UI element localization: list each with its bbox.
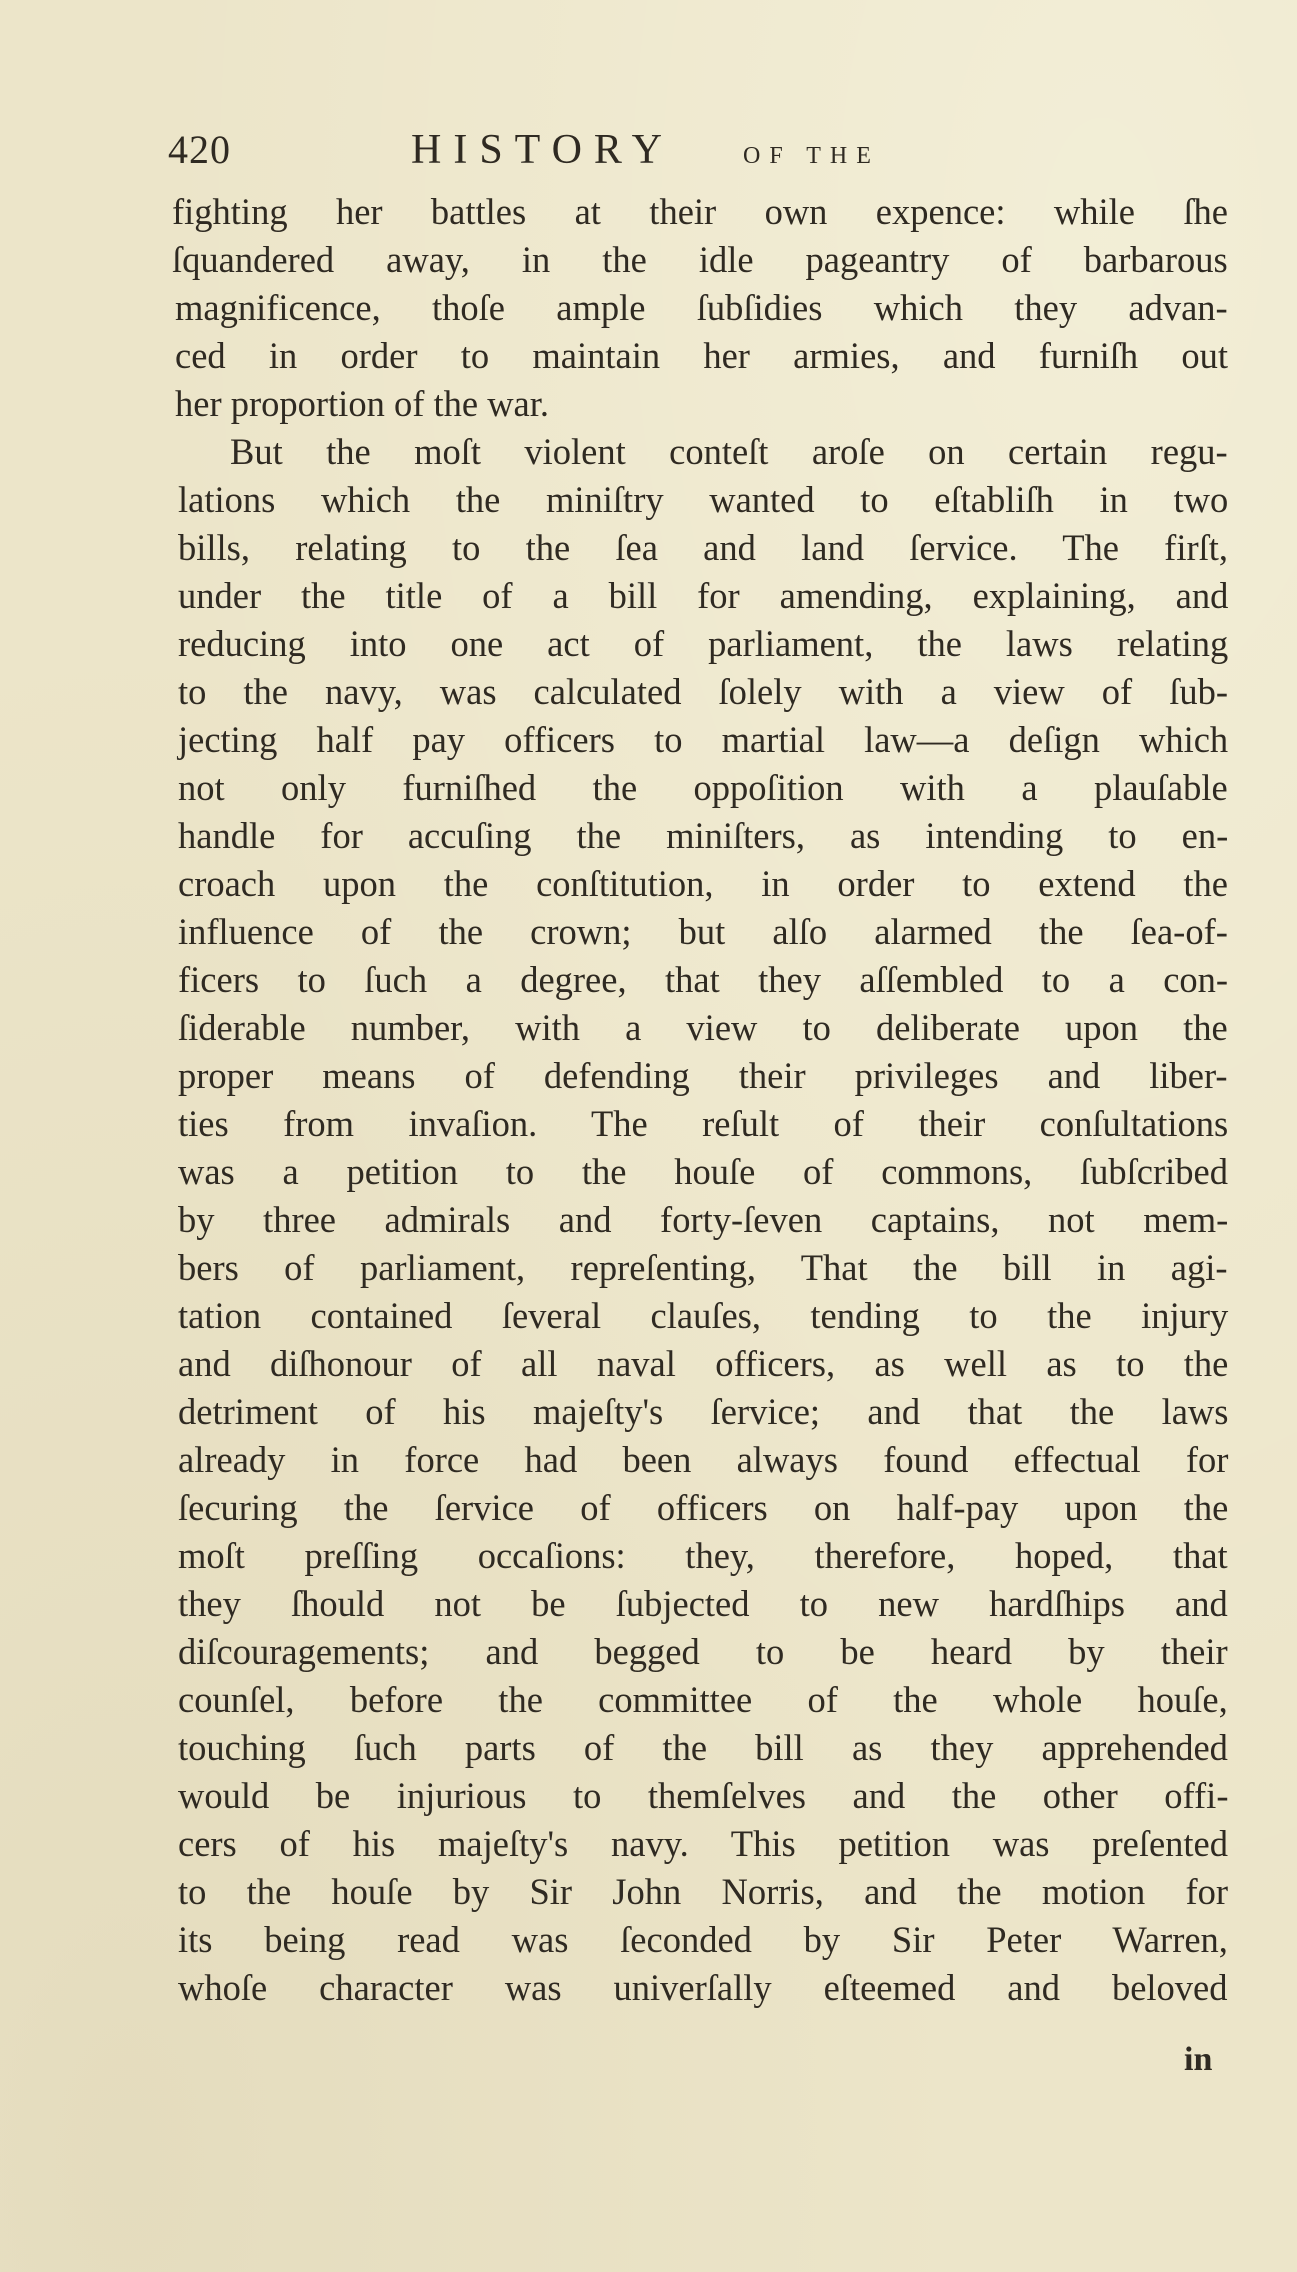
text-line: under the title of a bill for amending, explaining, and (178, 575, 1229, 616)
text-line: diſcouragements; and begged to be heard by their (178, 1631, 1228, 1672)
text-line: lations which the miniſtry wanted to eſtabliſh in two (178, 479, 1229, 520)
text-line: whoſe character was univerſally eſteemed and beloved (178, 1967, 1228, 2008)
text-line: would be injurious to themſelves and the other offi- (178, 1775, 1229, 1816)
text-line: influence of the crown; but alſo alarmed the ſea-of- (178, 911, 1228, 952)
text-line: was a petition to the houſe of commons, ſubſcribed (178, 1151, 1228, 1192)
text-line: handle for accuſing the miniſters, as intending to en- (178, 815, 1229, 856)
text-line: her proportion of the war. (175, 383, 550, 424)
running-head-subtitle: OF THE (743, 143, 880, 169)
text-line: cers of his majeſty's navy. This petition was preſented (178, 1823, 1229, 1864)
text-line: fighting her battles at their own expence: while ſhe (172, 191, 1228, 232)
text-line: and diſhonour of all naval officers, as well as to the (178, 1343, 1229, 1384)
text-line: ficers to ſuch a degree, that they aſſembled to a con- (178, 959, 1229, 1000)
text-line: tation contained ſeveral clauſes, tending to the injury (178, 1295, 1229, 1336)
running-head-title: HISTORY (411, 127, 674, 173)
text-line: ced in order to maintain her armies, and furniſh out (175, 335, 1228, 376)
text-line: ſquandered away, in the idle pageantry of barbarous (172, 239, 1228, 280)
text-line: they ſhould not be ſubjected to new hardſhips and (178, 1583, 1228, 1624)
text-line: croach upon the conſtitution, in order to extend the (178, 863, 1228, 904)
catchword: in (1184, 2041, 1213, 2078)
text-line: But the moſt violent conteſt aroſe on certain regu- (230, 431, 1228, 472)
running-head (168, 125, 1228, 175)
page-number: 420 (168, 127, 231, 172)
text-line: magnificence, thoſe ample ſubſidies which they advan- (175, 287, 1228, 328)
text-line: by three admirals and forty-ſeven captains, not mem- (178, 1199, 1229, 1240)
text-line: its being read was ſeconded by Sir Peter Warren, (178, 1919, 1228, 1960)
text-line: ties from invaſion. The reſult of their conſultations (178, 1103, 1229, 1144)
text-line: reducing into one act of parliament, the laws relating (178, 623, 1229, 664)
text-line: bers of parliament, repreſenting, That the bill in agi- (178, 1247, 1228, 1288)
text-line: moſt preſſing occaſions: they, therefore, hoped, that (178, 1535, 1228, 1576)
text-line: to the houſe by Sir John Norris, and the motion for (178, 1871, 1229, 1912)
text-line: bills, relating to the ſea and land ſervice. The firſt, (178, 527, 1229, 568)
text-line: not only furniſhed the oppoſition with a plauſable (178, 767, 1228, 808)
text-line: already in force had been always found effectual for (178, 1439, 1229, 1480)
text-line: to the navy, was calculated ſolely with a view of ſub- (178, 671, 1228, 712)
text-line: detriment of his majeſty's ſervice; and that the laws (178, 1391, 1229, 1432)
text-line: touching ſuch parts of the bill as they apprehended (178, 1727, 1228, 1768)
text-line: ſiderable number, with a view to deliberate upon the (178, 1007, 1228, 1048)
text-line: proper means of defending their privileges and liber- (178, 1055, 1228, 1096)
text-line: jecting half pay officers to martial law—a deſign which (178, 719, 1229, 760)
text-line: ſecuring the ſervice of officers on half-pay upon the (178, 1487, 1229, 1528)
text-line: counſel, before the committee of the whole houſe, (178, 1679, 1228, 1720)
